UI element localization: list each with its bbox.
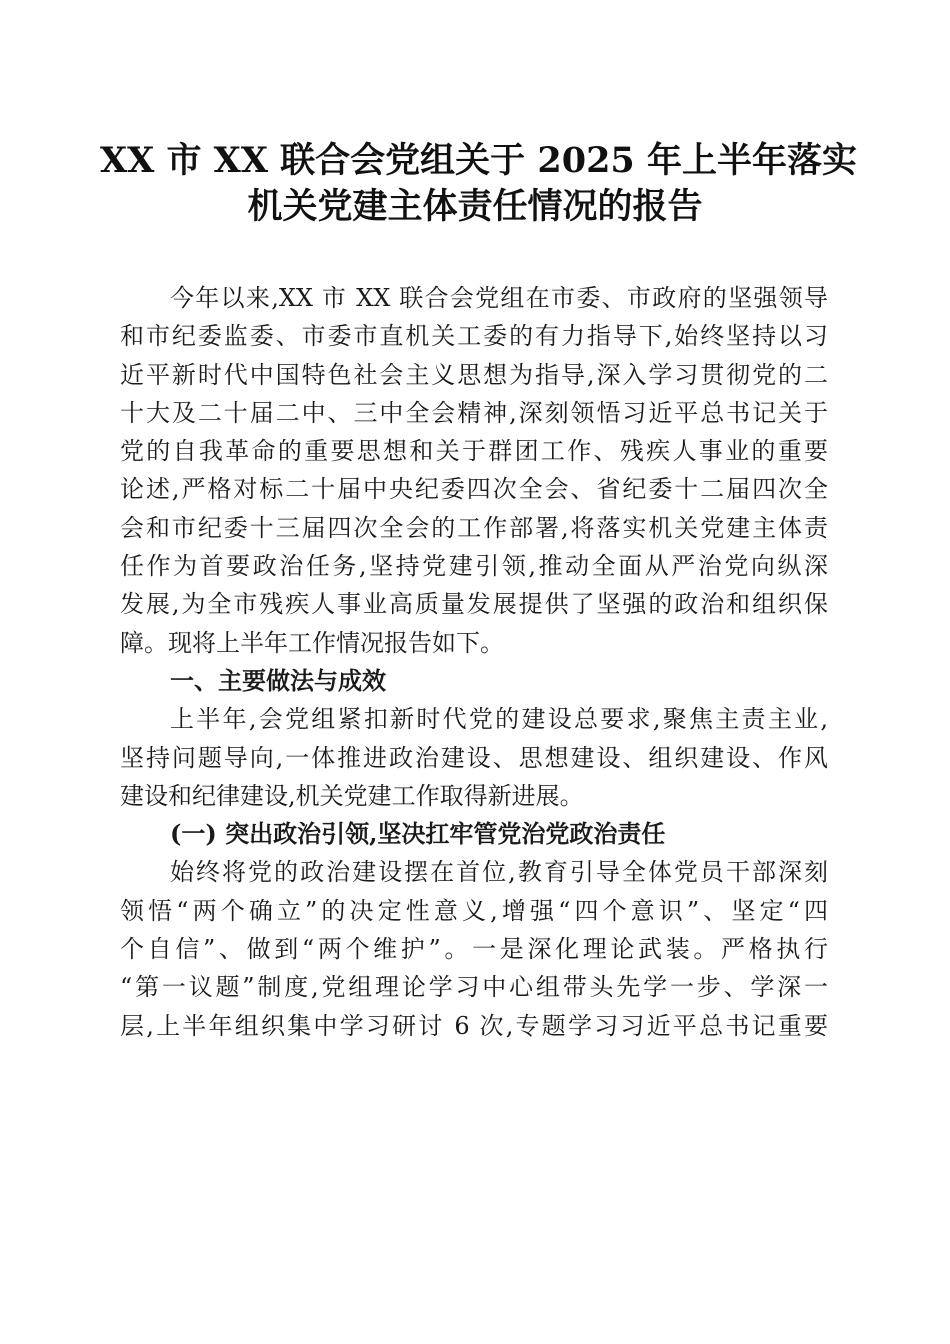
text-line: 十大及二十届二中、三中全会精神,深刻领悟习近平总书记关于 <box>120 398 828 427</box>
section-paragraph <box>120 700 828 815</box>
text-line: 党的自我革命的重要思想和关于群团工作、残疾人事业的重要 <box>120 437 828 466</box>
text-line: 障。现将上半年工作情况报告如下。 <box>120 628 504 657</box>
title-line-2: 机关党建主体责任情况的报告 <box>247 186 703 227</box>
text-line: 论述,严格对标二十届中央纪委四次全会、省纪委十二届四次全 <box>120 475 828 504</box>
text-line: 上半年,会党组紧扣新时代党的建设总要求,聚焦主责主业, <box>170 705 828 734</box>
text-line: 任作为首要政治任务,坚持党建引领,推动全面从严治党向纵深 <box>120 552 828 581</box>
text-line: 今年以来,XX 市 XX 联合会党组在市委、市政府的坚强领导 <box>170 284 828 312</box>
text-line: “第一议题”制度,党组理论学习中心组带头先学一步、学深一 <box>120 973 828 1002</box>
text-line: 始终将党的政治建设摆在首位,教育引导全体党员干部深刻 <box>170 858 828 887</box>
title-line-1: XX 市 XX 联合会党组关于 2025 年上半年落实 <box>100 140 857 181</box>
text-line: 会和市纪委十三届四次全会的工作部署,将落实机关党建主体责 <box>120 513 828 542</box>
text-line: 个自信”、做到“两个维护”。一是深化理论武装。严格执行 <box>120 935 828 964</box>
text-line: 近平新时代中国特色社会主义思想为指导,深入学习贯彻党的二 <box>120 360 828 389</box>
text-line: 建设和纪律建设,机关党建工作取得新进展。 <box>120 781 584 810</box>
text-line: 和市纪委监委、市委市直机关工委的有力指导下,始终坚持以习 <box>120 322 828 351</box>
text-line: 发展,为全市残疾人事业高质量发展提供了坚强的政治和组织保 <box>120 590 828 619</box>
subsection-paragraph <box>120 853 828 1044</box>
text-line: 领悟“两个确立”的决定性意义,增强“四个意识”、坚定“四 <box>120 896 828 925</box>
text-line: 坚持问题导向,一体推进政治建设、思想建设、组织建设、作风 <box>120 743 828 772</box>
intro-paragraph <box>120 279 828 662</box>
subsection-heading: (一) 突出政治引领,坚决扛牢管党治党政治责任 <box>170 819 666 849</box>
text-line: 层,上半年组织集中学习研讨 6 次,专题学习习近平总书记重要 <box>120 1011 828 1040</box>
section-heading: 一、主要做法与成效 <box>170 666 386 695</box>
document-body <box>120 279 828 1045</box>
document-title <box>100 138 857 230</box>
